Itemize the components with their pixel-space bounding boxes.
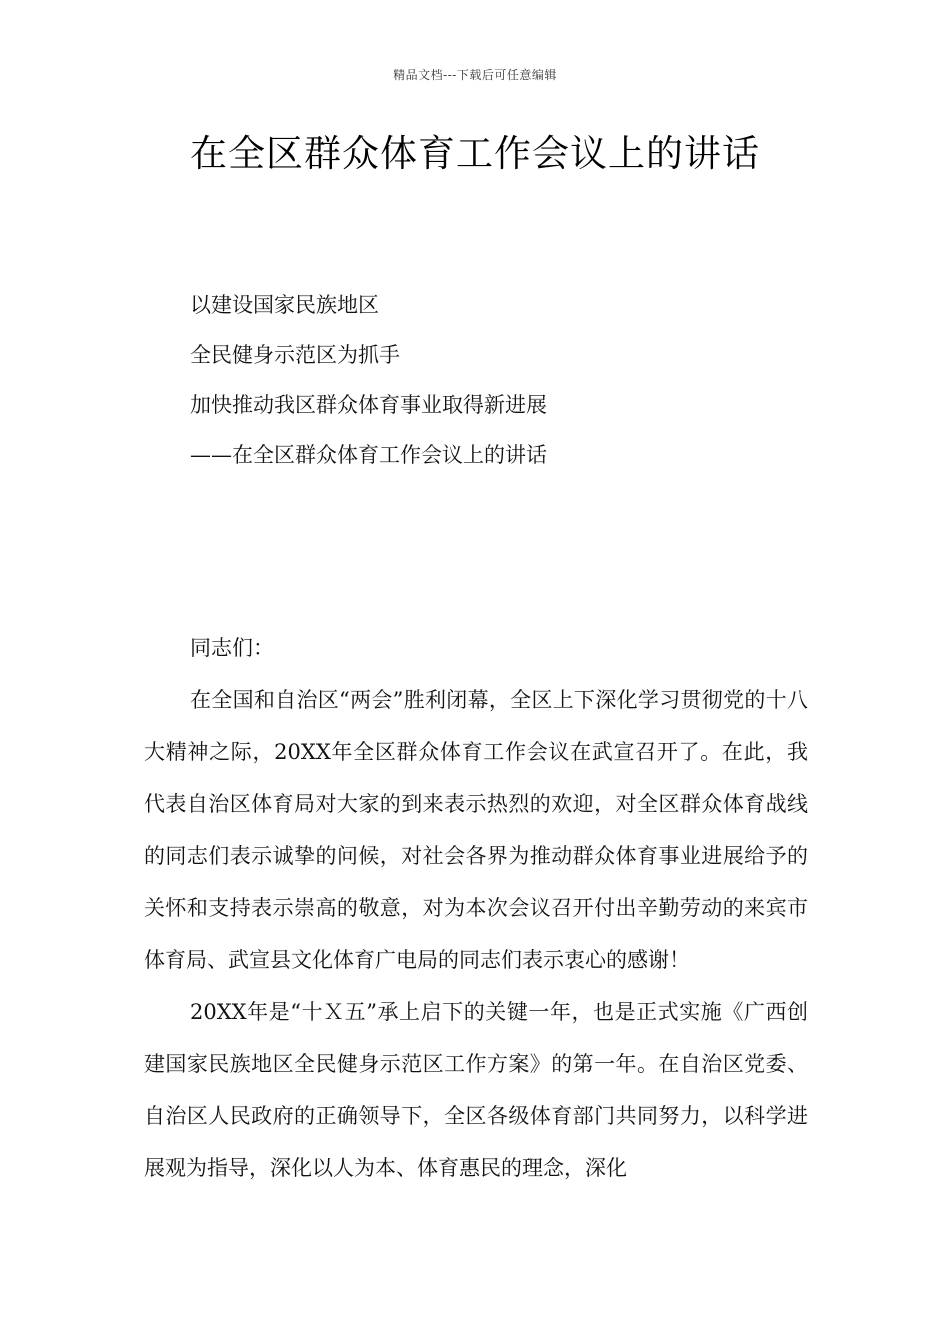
subtitle-line-1: 以建设国家民族地区 [190,293,379,317]
salutation: 同志们： [190,636,274,660]
document-title: 在全区群众体育工作会议上的讲话 [190,132,760,175]
paragraph-1: 在全国和自治区“两会”胜利闭幕，全区上下深化学习贯彻党的十八大精神之际，20XX年全区群众体育工作会议在武宣召开了。在此，我代表自治区体育局对大家的到来表示热烈的欢迎，对全区群众体育战线的同志们表示诚挚的问候，对社会各界为推动群众体育事业进展给予的关怀和支持表示崇高的敬意，对为本次会议召开付出辛勤劳动的来宾市体育局、武宣县文化体育广电局的同志们表示衷心的感谢！ [144,688,808,972]
paragraph-2: 20XX年是“十Ｘ五”承上启下的关键一年，也是正式实施《广西创建国家民族地区全民健身示范区工作方案》的第一年。在自治区党委、自治区人民政府的正确领导下，全区各级体育部门共同努力，以科学进展观为指导，深化以人为本、体育惠民的理念，深化 [144,1000,808,1180]
subtitle-line-4: ——在全区群众体育工作会议上的讲话 [190,443,547,467]
subtitle-line-2: 全民健身示范区为抓手 [190,343,400,367]
header-note: 精品文档---下载后可任意编辑 [393,68,557,82]
body-text [144,622,808,1194]
subtitle-line-3: 加快推动我区群众体育事业取得新进展 [190,393,547,417]
subtitle-block [190,280,830,480]
